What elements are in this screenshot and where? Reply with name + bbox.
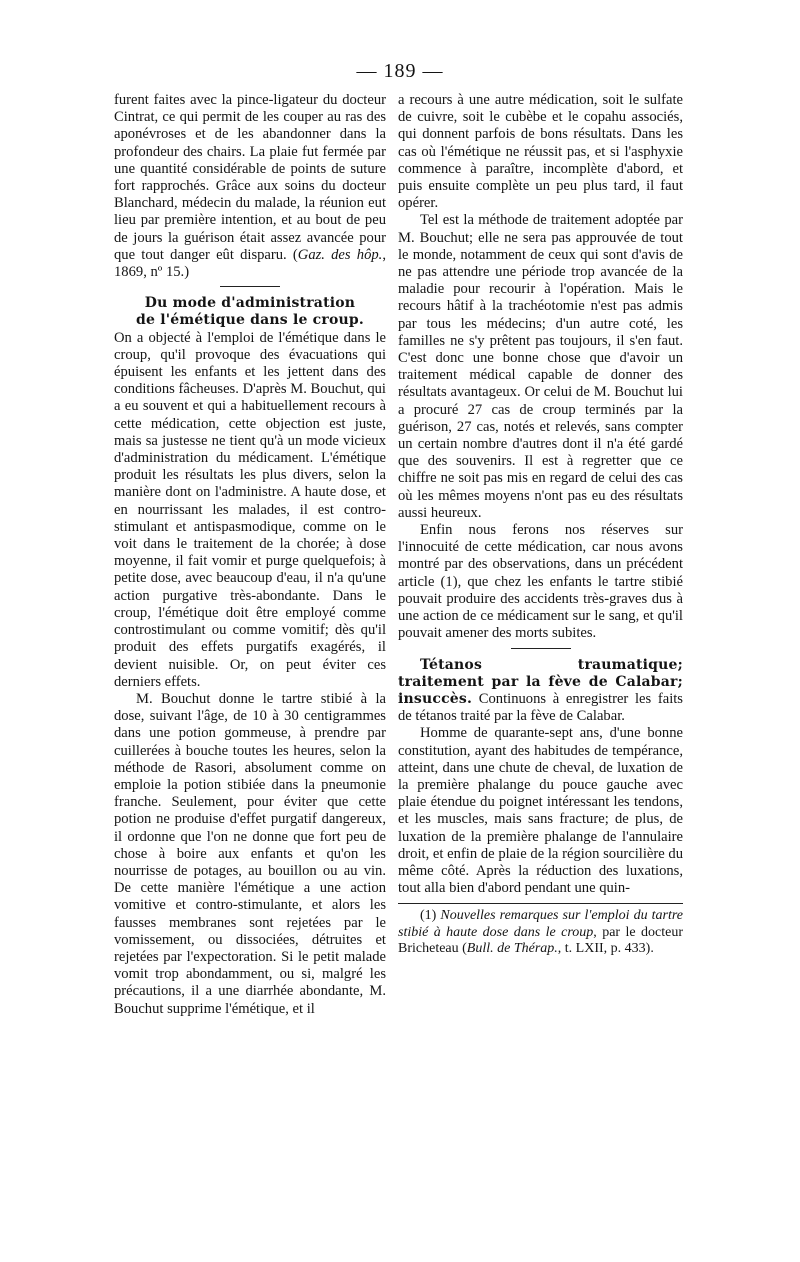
paragraph-croup: On a objecté à l'emploi de l'émétique dans le croup, qu'il provoque des évacuations qui épuisent les enfants et les jettent dans des conditions fâcheuses. D'après M. Bouchut, qui a eu souvent et qui a habituellement recours à cette médication, cette objection est juste, mais sa justesse ne tient qu'à un mode vicieux d'administration du médicament. L'émétique produit les résultats les plus divers, selon la manière dont on l'administre. A haute dose, et en nourrissant les malades, il est contro-stimulant et antispasmodique, comme on le voit dans le traitement de la chorée; à dose moyenne, il fait vomir et purge quelquefois; à petite dose, avec beaucoup d'eau, il n'a qu'une action purgative très-abondante. Dans le croup, l'émétique doit être employé comme controstimulant ou comme vomitif; dès qu'il produit des effets purgatifs exagérés, il devient nuisible. Or, on peut éviter ces derniers effets. — [114, 329, 386, 690]
footnote-rule — [398, 903, 683, 904]
section-divider — [220, 286, 280, 287]
section-divider-2 — [511, 648, 571, 649]
right-column — [398, 92, 683, 958]
paragraph-case: Homme de quarante-sept ans, d'une bonne constitution, ayant des habitudes de tempérance, atteint, dans une chute de cheval, de luxation de la première phalange du pouce gauche avec plaie étendue du poignet intéressant les tendons, et les muscles, mais sans fracture; de plus, de luxation de la première phalange de l'annulaire droit, et enfin de plaie de la région sourcilière du même côté. Après la réduction des luxations, tout alla bien d'abord pendant une quin- — [398, 725, 683, 897]
footnote-title: Nouvelles remarques sur l'emploi du tartre stibié à haute dose dans le croup — [398, 908, 683, 940]
paragraph-method: Tel est la méthode de traitement adoptée par M. Bouchut; elle ne sera pas approuvée de tout le monde, notamment de ceux qui sont d'avis de ne pas attendre une période trop avancée de la maladie pour recourir à l'opération. Mais le recours hâtif à la trachéotomie n'est pas admis par tous les médecins; d'un autre coté, les familles ne s'y prêtent pas toujours, il s'en faut. C'est donc une bonne chose que d'avoir un traitement médical capable de donner des résultats avantageux. Or celui de M. Bouchut lui a procuré 27 cas de croup terminés par la guérison, 27 cas, notés et relevés, sans compter un certain nombre d'autres dont il n'a été gardé que des souvenirs. Il est à regretter que ce chiffre ne soit pas mis en regard de celui des cas où les mêmes moyens n'ont pas eu des résultats aussi heureux. — [398, 212, 683, 521]
paragraph-ligature — [114, 92, 386, 281]
footnote-number: (1) — [420, 908, 441, 924]
section-heading-tetanos: Tétanos traumatique; traitement par la fève de Calabar; insuccès. — [398, 656, 683, 707]
footnote-journal: Bull. de Thérap. — [466, 941, 558, 957]
source-rest: , 1869, nº 15.) — [114, 246, 386, 281]
footnote — [398, 908, 683, 957]
source-journal: Gaz. des hôp. — [297, 246, 383, 263]
left-column — [114, 92, 386, 1018]
paragraph-continuation: a recours à une autre médication, soit le sulfate de cuivre, soit le cubèbe et le copahu associés, qui donnent parfois de bons résultats. Dans les cas où l'émétique ne réussit pas, et si l'asphyxie commence à paraître, incomplète d'abord, et puis ensuite complète un peu plus tard, il faut opérer. — [398, 92, 683, 212]
source-open: ( — [292, 246, 298, 263]
paragraph-tetanos-lead: Continuons à enregistrer les faits de tétanos traité par la fève de Calabar. — [398, 690, 683, 725]
footnote-author: , par le docteur Bricheteau ( — [398, 924, 683, 957]
paragraph-tetanos — [398, 657, 683, 726]
paragraph-reserves: Enfin nous ferons nos réserves sur l'innocuité de cette médication, car nous avons montré par des observations, dans un précédent article (1), que chez les enfants le tartre stibié pouvait produire des accidents très-graves dus à une action de ce médicament sur le sang, et qu'il pouvait amener des morts subites. — [398, 522, 683, 642]
paragraph-ligature-text: furent faites avec la pince-ligateur du docteur Cintrat, ce qui permit de les couper au ras des aponévroses et de les abandonner dans la profondeur des chairs. La plaie fut fermée par une quantité considérable de points de suture fort rapprochés. Grâce aux soins du docteur Blanchard, médecin du malade, la réunion eut lieu par première intention, et au bout de peu de jours la guérison était assez avancée pour que tout danger eût disparu. — [114, 92, 386, 263]
footnote-reference: , t. LXII, p. 433). — [557, 941, 654, 957]
paragraph-bouchut-dose: M. Bouchut donne le tartre stibié à la dose, suivant l'âge, de 10 à 30 centigrammes dans une potion gommeuse, à prendre par cuillerées à bouche toutes les heures, selon la méthode de Rasori, absolument comme on emploie la potion stibiée dans la pneumonie franche. Seulement, pour éviter que cette potion ne produise d'effet purgatif dangereux, il ordonne que l'on ne donne que fort peu de chose à boire aux enfants et qu'on les nourrisse de potages, au bouillon ou au vin. De cette manière l'émétique a une action vomitive et contro-stimulante, et alors les fausses membranes sont rejetées par le vomissement, ou dissociées, détruites et rejetées par l'expectoration. Si le petit malade vomit trop abondamment, ou si, malgré les précautions, il a une diarrhée abondante, M. Bouchut supprime l'émétique, et il — [114, 690, 386, 1017]
section-heading-line1: Du mode d'administration — [144, 295, 356, 312]
page-number: — 189 — — [356, 60, 444, 82]
section-heading-line2: de l'émétique dans le croup. — [136, 312, 364, 329]
